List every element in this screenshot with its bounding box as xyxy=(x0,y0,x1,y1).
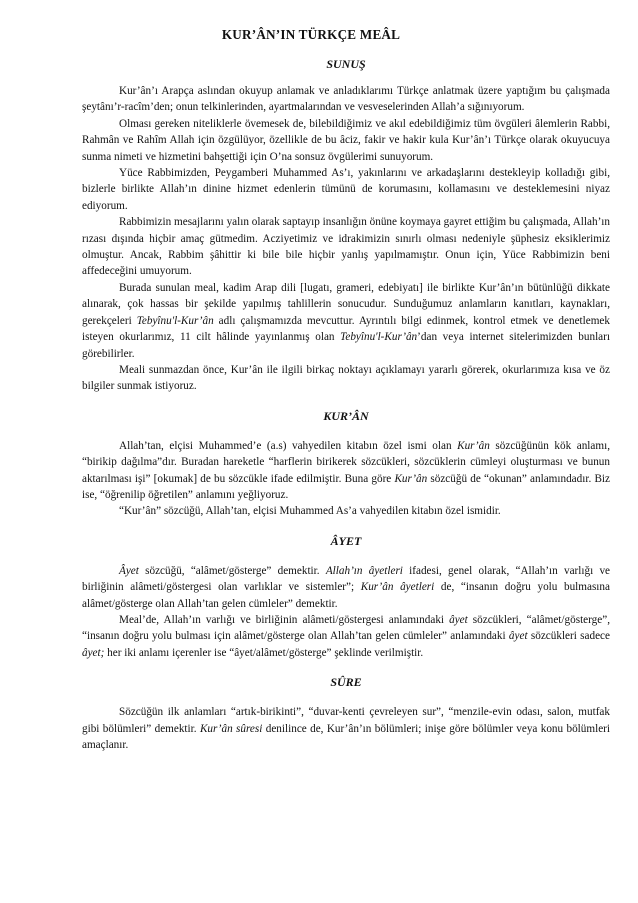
italic-term: âyet xyxy=(508,630,528,643)
text-run: sözcüğü de “okunan” anlamındadır. Biz ise, “öğrenilip öğretilen” anlamını yeğliyoruz. xyxy=(82,472,610,501)
italic-term: Tebyînu'l-Kur’ân xyxy=(136,314,214,327)
paragraph xyxy=(82,116,610,165)
text-run: “Kur’ân” sözcüğü, Allah’tan, elçisi Muhammed As’a vahyedilen kitabın özel ismidir. xyxy=(119,505,501,518)
text-run: ’dan veya internet sitelerimizden bunları görebilirler. xyxy=(82,331,610,360)
text-run: de, “insanın doğru yolu bulmasına alâmet/gösterge olan Allah’tan gelen cümleler” demektir. xyxy=(82,581,610,610)
italic-term: Tebyînu'l-Kur’ân xyxy=(340,331,418,344)
text-run: sözcüğünün kök anlamı, “birikip dağılma”dır. Buradan hareketle “harflerin birikerek sözcükleri, sözcüklerin cümleyi oluşturması ve bunun aktarılması işi” [okumak] de bu sözcükle ifade edilmiştir. Buna göre xyxy=(82,439,610,485)
paragraph xyxy=(82,503,610,519)
text-run: Yüce Rabbimizden, Peygamberi Muhammed As’ı, yakınlarını ve arkadaşlarını destekleyip kolladığı gibi, bizlerle birlikte Allah’ın dinine hizmet edenlerin tümünü de korumasını, kollamasını ve desteklemesini niyaz ediyorum. xyxy=(82,167,610,212)
paragraph xyxy=(82,612,610,661)
text-run: ifadesi, genel olarak, “Allah’ın varlığı ve birliğinin alâmeti/göstergesi olan varlıklar ve sistemler”; xyxy=(82,564,611,594)
italic-term: Âyet xyxy=(119,564,139,577)
paragraph xyxy=(82,563,610,612)
italic-term: Kur’ân sûresi xyxy=(199,722,263,735)
paragraph xyxy=(82,214,610,280)
section-heading: SUNUŞ xyxy=(326,57,366,71)
text-run: adlı çalışmamızda mevcuttur. Ayrıntılı bilgi edinmek, kontrol etmek ve denetlemek isteyen okurlarımız, 11 cilt hâlinde yayınlanmış olan xyxy=(82,314,610,344)
text-run: sözcükleri, “alâmet/gösterge”, “insanın doğru yolu bulması için alâmet/gösterge olan Allah’tan gelen cümleler” anlamındaki xyxy=(82,613,610,643)
document-body xyxy=(82,57,610,753)
text-run: Olması gereken niteliklerle övemesek de, bilebildiğimiz ve akıl edebildiğimiz tüm övgüleri âlemlerin Rabbi, Rahmân ve Rahîm Allah için özgülüyor, özellikle de bu âciz, fakir ve hakir kula Kur’ân’ı Türkçe olarak okuyucuya sunma nimeti ve hizmetini bahşettiği için O’na sonsuz övgülerimi sunuyorum. xyxy=(82,117,610,163)
text-run: Allah’tan, elçisi Muhammed’e (a.s) vahyedilen kitabın özel ismi olan xyxy=(119,439,458,452)
section-heading: ÂYET xyxy=(330,533,362,548)
paragraph xyxy=(82,704,610,753)
text-run: Rabbimizin mesajlarını yalın olarak saptayıp insanlığın önüne koymaya gayret ettiğim bu çalışmada, Allah’ın rızası dışında hiçbir amaç gütmedim. Acziyetimiz ve idrakimizin sınırlı olması nedeniyle şüphesiz eksiklerimiz olmuştur. Ancak, Rabbim şâhittir ki bile bile hiçbir yanlış yapılmamıştır. Onun için, Yüce Rabbimizin beni affedeceğini umuyorum. xyxy=(82,216,610,278)
paragraph xyxy=(82,438,610,504)
paragraph xyxy=(82,362,610,395)
text-run: Meali sunmazdan önce, Kur’ân ile ilgili birkaç noktayı açıklamayı yararlı görerek, okurlarımıza kısa ve öz bilgiler sunmak istiyoruz. xyxy=(82,363,610,393)
paragraph xyxy=(82,83,610,116)
italic-term: âyet; xyxy=(82,646,105,659)
italic-term: Kur’ân xyxy=(394,472,428,485)
paragraph xyxy=(82,165,610,214)
italic-term: âyet xyxy=(449,613,468,626)
document-title: KUR’ÂN’IN TÜRKÇE MEÂL xyxy=(221,27,401,42)
text-run: Kur’ân’ı Arapça aslından okuyup anlamak ve anladıklarımı Türkçe anlatmak üzere yaptığım bu çalışmada şeytânı’r-racîm’den; onun telkinlerinden, ayartmalarından ve vesveselerinden Allah’a sığınıyorum. xyxy=(82,85,610,114)
section-heading: KUR’ÂN xyxy=(323,408,369,423)
text-run: Meal’de, Allah’ın varlığı ve birliğinin alâmeti/göstergesi anlamındaki xyxy=(119,613,450,626)
text-run: sözcüğü, “alâmet/gösterge” demektir. xyxy=(138,564,326,577)
text-run: her iki anlamı içerenler ise “âyet/alâmet/gösterge” şeklinde verilmiştir. xyxy=(104,646,424,659)
paragraph xyxy=(82,280,610,362)
italic-term: Kur’ân xyxy=(457,439,490,452)
text-run: denilince de, Kur’ân’ın bölümleri; inişe göre bölümler veya konu bölümleri amaçlanır. xyxy=(82,722,610,751)
text-run: sözcükleri sadece xyxy=(527,630,610,643)
text-run: Sözcüğün ilk anlamları “artık-birikinti”, “duvar-kenti çevreleyen sur”, “menzile-evin odası, salon, mutfak gibi bölümleri” demektir. xyxy=(82,706,610,735)
italic-term: Kur’ân âyetleri xyxy=(360,581,435,594)
italic-term: Allah’ın âyetleri xyxy=(325,564,403,577)
section-heading: SÛRE xyxy=(330,675,362,690)
text-run: Burada sunulan meal, kadim Arap dili [lugatı, grameri, edebiyatı] ile birlikte Kur’ân’ın bütünlüğü dikkate alınarak, çok hassas bir şekilde yapılmış tahlillerin sonucudur. Sunduğumuz anlamların kanıtları, kaynakları, gerekçeleri xyxy=(82,281,610,327)
